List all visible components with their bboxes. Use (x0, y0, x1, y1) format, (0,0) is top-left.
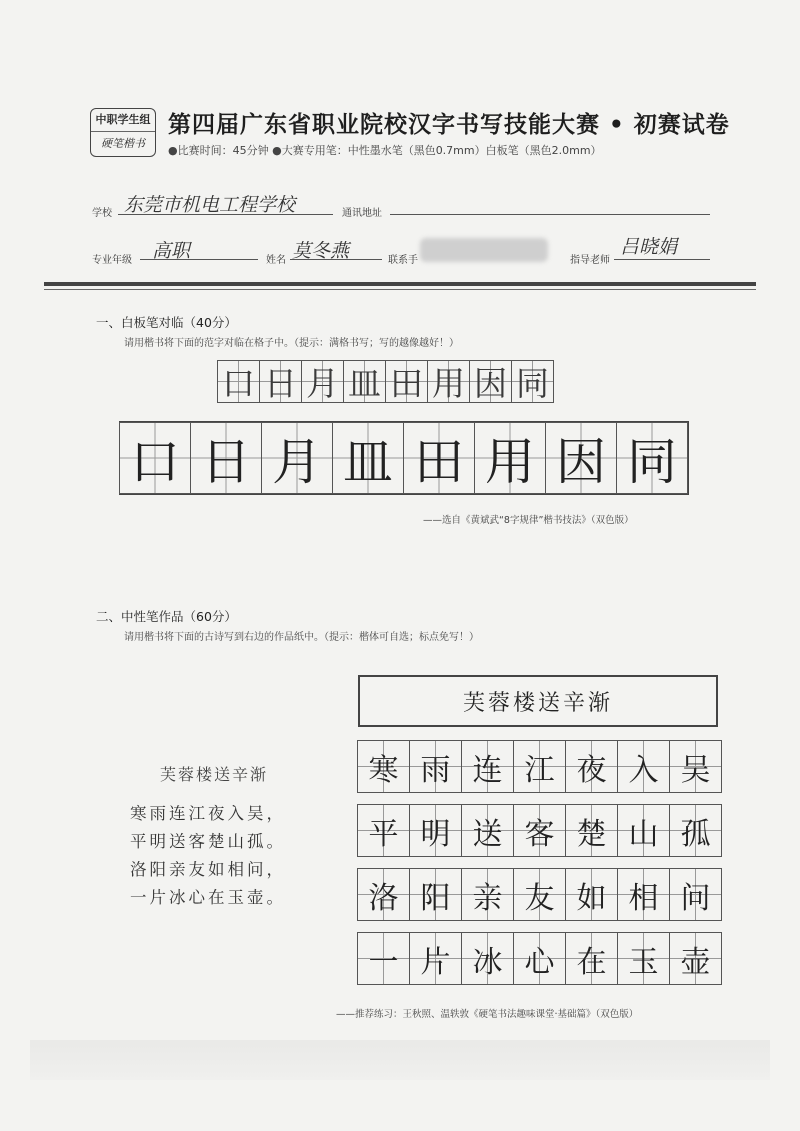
school-value: 东莞市机电工程学校 (124, 194, 296, 216)
work-cell: 雨 (409, 740, 462, 793)
section2-instruction: 请用楷书将下面的古诗写到右边的作品纸中。（提示：楷体可自选；标点免写！） (124, 632, 479, 643)
scan-shadow (30, 1040, 770, 1080)
school-label: 学校 (92, 208, 112, 219)
work-cell: 一 (357, 932, 410, 985)
model-cell: 同 (511, 360, 554, 403)
work-cell: 明 (409, 804, 462, 857)
practice-cell: 田 (403, 422, 475, 494)
work-row (358, 804, 722, 857)
work-cell: 平 (357, 804, 410, 857)
practice-cell: 用 (474, 422, 546, 494)
name-label: 姓名 (266, 255, 286, 266)
poem-line: 洛阳亲友如相问， (130, 860, 286, 879)
major-label: 专业年级 (92, 255, 132, 266)
section1-title: 一、白板笔对临（40分） (96, 315, 237, 330)
work-cell: 如 (565, 868, 618, 921)
work-row (358, 868, 722, 921)
section1-instruction: 请用楷书将下面的范字对临在格子中。（提示：满格书写；写的越像越好！） (124, 338, 459, 349)
work-cell: 送 (461, 804, 514, 857)
practice-cell: 同 (616, 422, 688, 494)
badge-style-label: 硬笔楷书 (101, 137, 145, 150)
model-cell: 田 (385, 360, 428, 403)
model-cell: 因 (469, 360, 512, 403)
poem-line: 平明送客楚山孤。 (130, 832, 286, 851)
work-row (358, 932, 722, 985)
section2-citation: ——推荐练习：王秋照、温轶敦《硬笔书法趣味课堂·基础篇》（双色版） (336, 1009, 639, 1020)
work-row (358, 740, 722, 793)
model-cell: 皿 (343, 360, 386, 403)
work-cell: 夜 (565, 740, 618, 793)
work-cell: 玉 (617, 932, 670, 985)
group-badge (90, 108, 156, 157)
teacher-value: 吕晓娟 (620, 236, 678, 258)
work-cell: 江 (513, 740, 566, 793)
phone-redacted (420, 238, 548, 262)
work-cell: 心 (513, 932, 566, 985)
work-cell: 阳 (409, 868, 462, 921)
work-cell: 洛 (357, 868, 410, 921)
teacher-underline (614, 259, 710, 260)
work-cell: 相 (617, 868, 670, 921)
work-cell: 在 (565, 932, 618, 985)
practice-cell: 因 (545, 422, 617, 494)
work-cell: 壶 (669, 932, 722, 985)
work-cell: 片 (409, 932, 462, 985)
section1-citation: ——选自《黄斌武“8字规律”楷书技法》（双色版） (423, 515, 634, 526)
page-title: 第四届广东省职业院校汉字书写技能大赛 • 初赛试卷 (168, 112, 730, 138)
practice-cell: 月 (261, 422, 333, 494)
work-cell: 连 (461, 740, 514, 793)
badge-group-label: 中职学生组 (91, 109, 155, 132)
practice-cell: 口 (119, 422, 191, 494)
work-cell: 楚 (565, 804, 618, 857)
name-value: 莫冬燕 (292, 240, 350, 262)
work-cell: 入 (617, 740, 670, 793)
work-cell: 友 (513, 868, 566, 921)
practice-grid (119, 421, 689, 495)
work-cell: 亲 (461, 868, 514, 921)
work-cell: 寒 (357, 740, 410, 793)
poem-line: 寒雨连江夜入吴， (130, 804, 286, 823)
practice-cell: 皿 (332, 422, 404, 494)
model-cell: 日 (259, 360, 302, 403)
work-title: 芙蓉楼送辛渐 (358, 675, 718, 727)
work-cell: 山 (617, 804, 670, 857)
model-cell: 用 (427, 360, 470, 403)
address-field (390, 214, 710, 215)
practice-cell: 日 (190, 422, 262, 494)
header-divider-thin (44, 289, 756, 290)
poem-title: 芙蓉楼送辛渐 (160, 765, 269, 784)
model-cell: 月 (301, 360, 344, 403)
work-cell: 问 (669, 868, 722, 921)
address-label: 通讯地址 (342, 208, 382, 219)
header-divider-thick (44, 282, 756, 286)
section2-title: 二、中性笔作品（60分） (96, 609, 237, 624)
poem-line: 一片冰心在玉壶。 (130, 888, 286, 907)
page-subtitle: ●比赛时间：45分钟 ●大赛专用笔：中性墨水笔（黑色0.7mm）白板笔（黑色2.0mm） (168, 144, 602, 157)
phone-label: 联系手 (388, 255, 418, 266)
work-cell: 孤 (669, 804, 722, 857)
model-cell: 口 (217, 360, 260, 403)
teacher-label: 指导老师 (570, 255, 610, 266)
work-cell: 冰 (461, 932, 514, 985)
work-cell: 客 (513, 804, 566, 857)
major-value: 高职 (152, 240, 191, 262)
work-cell: 吴 (669, 740, 722, 793)
model-grid (218, 360, 554, 403)
